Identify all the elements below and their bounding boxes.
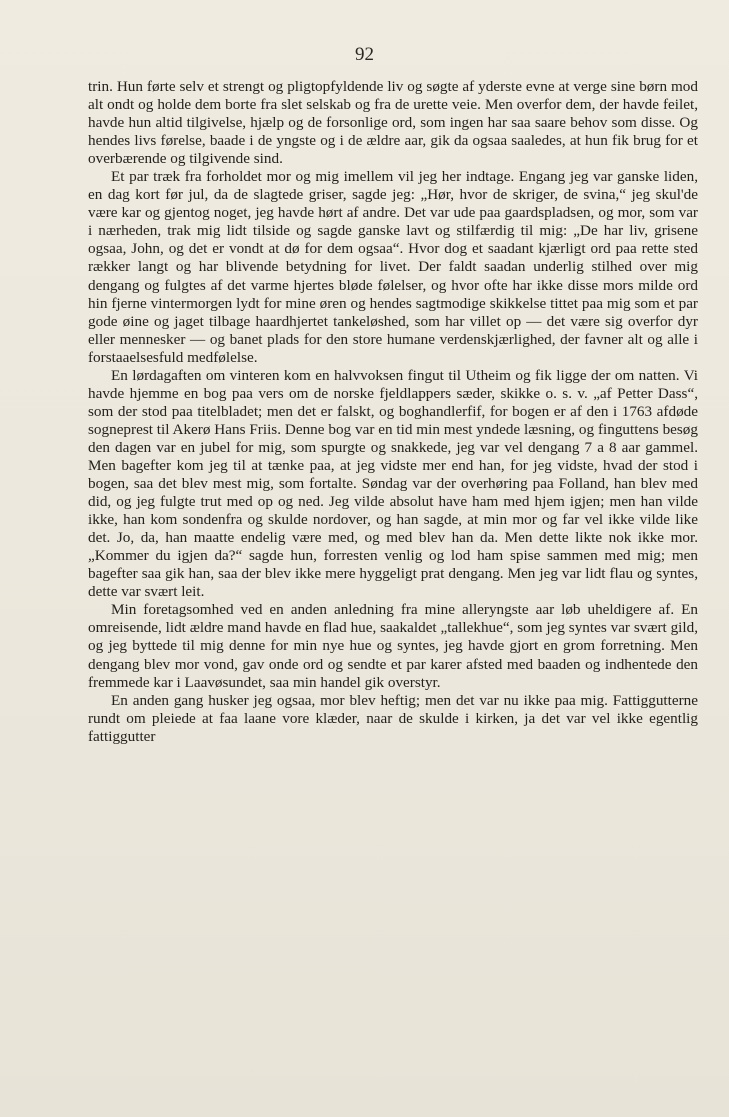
paragraph-4: Min foretagsomhed ved en anden anledning fra mine alleryngste aar løb uheldigere af. En omreisende, lidt ældre mand havde en flad hue, saakaldet „tallekhue“, som jeg syntes var svært gild, og jeg byttede til mig denne for min nye hue og syntes, jeg havde gjort en grom forretning. Men dengang blev mor vond, gav onde ord og sendte et par karer afsted med baaden og indhentede den fremmede kar i Laavøsundet, saa min handel gik overstyr. (88, 601, 698, 691)
paragraph-1: trin. Hun førte selv et strengt og pligtopfyldende liv og søgte af yderste evne at verge sine børn mod alt ondt og holde dem borte fra slet selskab og fra de urette veie. Men overfor dem, der havde feilet, havde hun altid tilgivelse, hjælp og de forsonlige ord, som ingen har saa saare behov som disse. Og hendes livs førelse, baade i de yngste og i de ældre aar, gik da ogsaa saaledes, at hun fik brug for et overbærende og tilgivende sind. (88, 78, 698, 168)
paragraph-5: En anden gang husker jeg ogsaa, mor blev heftig; men det var nu ikke paa mig. Fattiggutterne rundt om pleiede at faa laane vore klæder, naar de skulde i kirken, ja det var vel ikke egentlig fattiggutter (88, 691, 698, 745)
page-body-text (88, 78, 698, 746)
paragraph-3: En lørdagaften om vinteren kom en halvvoksen fingut til Utheim og fik ligge der om natten. Vi havde hjemme en bog paa vers om de norske fjeldlappers sæder, skikke o. s. v. „af Petter Dass“, som der stod paa titelbladet; men det er falskt, og boghandlerfif, for bogen er af den i 1763 afdøde sogneprest til Akerø Hans Friis. Denne bog var en tid min mest yndede læsning, og finguttens besøg den dagen var en jubel for mig, som spurgte og snakkede, jeg var vel dengang 7 a 8 aar gammel. Men bagefter kom jeg til at tænke paa, at jeg vidste mer end han, for jeg vidste, hvad der stod i bogen, saa det blev mest mig, som fortalte. Søndag var der overhøring paa Folland, han blev med did, og jeg fulgte trut med op og ned. Jeg vilde absolut have ham med hjem igjen; men han vilde ikke, han kom sondenfra og skulde nordover, og han sagde, at min mor og far vel ikke vilde like det. Jo, da, han maatte endelig være med, og med blev han da. Men dette likte nok ikke mor. „Kommer du igjen da?“ sagde hun, forresten venlig og lod ham spise sammen med mig; men bagefter saa gik han, saa der blev ikke mere hyggeligt prat dengang. Men jeg var lidt flau og syntes, dette var svært leit. (88, 366, 698, 601)
paragraph-2: Et par træk fra forholdet mor og mig imellem vil jeg her indtage. Engang jeg var ganske liden, en dag kort før jul, da de slagtede griser, sagde jeg: „Hør, hvor de skriger, de svina,“ jeg skul'de være kar og gjentog noget, jeg havde hørt af andre. Det var ude paa gaardspladsen, og mor, som var i nærheden, trak mig lidt tilside og sagde ganske lavt og stilfærdig til mig: „De har liv, grisene ogsaa, John, og det er vondt at dø for dem ogsaa“. Hvor dog et saadant kjærligt ord paa rette sted rækker langt og har blivende betydning for livet. Der faldt saadan underlig stilhed over mig dengang og fulgtes af det varme hjertes bløde følelser, og hvor ofte har ikke disse mors milde ord hin fjerne vintermorgen lydt for mine øren og hendes sagtmodige skikkelse tittet paa mig som et par gode øine og jaget tilbage haardhjertet tankeløshed, som har villet op — det være sig overfor dyr eller mennesker — og banet plads for den store humane verdenskjærlighed, der favner alt og alle i forstaaelsesfuld medfølelse. (88, 168, 698, 366)
page-number: 92 (355, 44, 374, 65)
